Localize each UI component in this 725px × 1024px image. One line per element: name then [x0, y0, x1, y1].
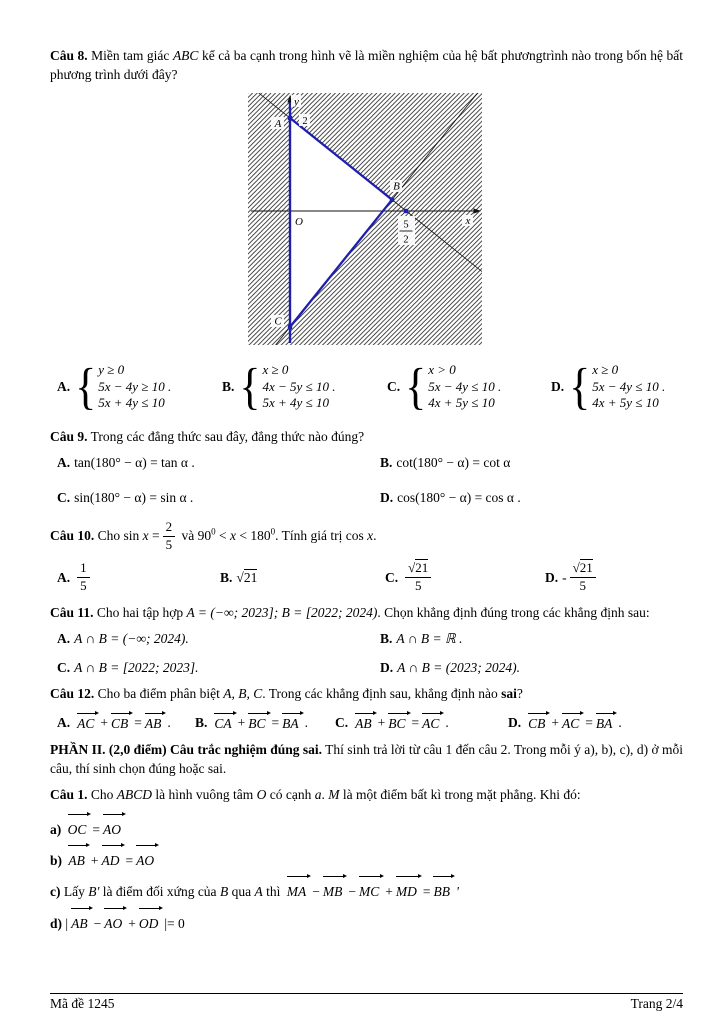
- option-letter: A.: [57, 455, 71, 470]
- vector: AD: [102, 845, 123, 874]
- option-b: [380, 631, 683, 647]
- question-9-options: [57, 455, 683, 506]
- fraction-2-5: [163, 520, 176, 553]
- radicand: 21: [579, 560, 593, 576]
- option-d: [551, 358, 683, 415]
- option-text: cot(180° − α) = cot α: [396, 455, 511, 470]
- option-letter: B.: [380, 630, 393, 646]
- question-10-t1: Cho sin: [97, 528, 140, 543]
- question-9-text: [50, 428, 683, 447]
- fraction: [570, 561, 596, 594]
- option-letter: C.: [385, 569, 399, 585]
- vector: AO: [103, 814, 124, 843]
- radicand: 21: [415, 560, 429, 576]
- equals: =: [152, 528, 160, 543]
- period: .: [618, 714, 622, 730]
- question-12-t3: ?: [516, 685, 523, 701]
- sup-zero: 0: [270, 526, 276, 537]
- option-a: [57, 713, 195, 732]
- zero: 0: [178, 915, 185, 931]
- numerator: 1: [77, 561, 90, 578]
- item-d: [50, 908, 683, 937]
- emphasis-sai: sai: [501, 685, 517, 701]
- option-text: cos(180° − α) = cos α .: [397, 490, 521, 505]
- point-a: [288, 116, 292, 120]
- brace: {: [405, 358, 427, 415]
- vector: MD: [396, 876, 420, 905]
- vector: AO: [104, 908, 125, 937]
- option-c: [387, 358, 551, 415]
- equals: =: [125, 852, 134, 868]
- option-c: [385, 561, 545, 594]
- equals: =: [271, 714, 280, 730]
- period: .: [445, 714, 449, 730]
- option-letter: C.: [335, 714, 349, 730]
- var-b-prime: B': [88, 883, 100, 899]
- vector: CA: [214, 713, 234, 732]
- item-a: [50, 814, 683, 843]
- var-abcd: ABCD: [116, 787, 153, 803]
- option-c: [57, 490, 380, 506]
- part2-question-1-label: Câu 1.: [50, 787, 88, 803]
- vector: BC: [388, 713, 408, 732]
- question-12-options: [57, 713, 683, 732]
- sup-zero: 0: [211, 526, 216, 537]
- question-11-options: [57, 631, 683, 676]
- var-m: M: [328, 787, 340, 803]
- option-letter: D.: [380, 490, 394, 505]
- option-letter: B.: [220, 569, 233, 585]
- sqrt-21: [573, 559, 593, 575]
- var-x: x: [142, 528, 149, 543]
- question-8-math: ABC: [172, 48, 199, 63]
- point-x-intercept: [404, 209, 408, 213]
- point-b: [390, 198, 394, 202]
- denominator: 5: [165, 537, 173, 553]
- option-b: [195, 713, 335, 732]
- option-b: [222, 358, 387, 415]
- fraction: [77, 561, 90, 594]
- op: +: [90, 852, 99, 868]
- question-11-label: Câu 11.: [50, 605, 94, 621]
- option-letter: D.: [508, 714, 522, 730]
- option-letter: B.: [195, 714, 208, 730]
- op: +: [128, 915, 136, 931]
- ineq-line: 5x − 4y ≤ 10 .: [428, 378, 502, 394]
- item-label: d): [50, 915, 63, 931]
- numerator: 2: [163, 520, 176, 537]
- question-9-t1: Trong các đẳng thức sau đây, đẳng thức nào đúng?: [90, 428, 365, 444]
- vector: BB: [433, 876, 453, 905]
- brace: {: [239, 358, 261, 415]
- question-11-t2: . Chọn khẳng định đúng trong các khẳng định sau:: [377, 605, 650, 621]
- option-d: [380, 660, 683, 676]
- option-b: [220, 561, 385, 594]
- ineq-line: 5x + 4y ≤ 10: [262, 395, 329, 410]
- op: −: [312, 883, 320, 899]
- ineq-line: x ≥ 0: [592, 362, 619, 377]
- op: +: [377, 714, 386, 730]
- question-12-text: [50, 685, 683, 704]
- points-abc: A, B, C: [223, 685, 263, 701]
- question-8-t2: kể cả ba cạnh trong hình vẽ là miền nghiệm của hệ bất phươngtrình nào trong bốn hệ bất phương trình dưới đây?: [50, 48, 683, 82]
- page-footer: [50, 993, 683, 1012]
- item-b: [50, 845, 683, 874]
- t1: Lấy: [63, 883, 85, 899]
- period: .: [321, 787, 325, 803]
- option-text: A ∩ B = [2022; 2023].: [74, 659, 199, 675]
- fraction: [405, 561, 431, 594]
- page-number: Trang 2/4: [630, 996, 683, 1011]
- t4: thì: [266, 883, 281, 899]
- item-label: c): [50, 883, 61, 899]
- vector: AC: [77, 713, 97, 732]
- ineq-line: 4x − 5y ≤ 10 .: [262, 378, 336, 394]
- brace: {: [75, 358, 97, 415]
- vector: AB: [71, 908, 91, 937]
- question-12-t1: Cho ba điểm phân biệt: [97, 685, 220, 701]
- question-10-t3: . Tính giá trị cos: [275, 528, 364, 543]
- var-x: x: [230, 528, 237, 543]
- option-a: [57, 631, 380, 647]
- label-x-axis: x: [465, 215, 471, 227]
- prime: ': [455, 883, 459, 899]
- angle-180: < 180: [239, 528, 271, 543]
- figure-svg: [248, 93, 482, 345]
- option-a: [57, 455, 380, 471]
- tick-frac-den: 2: [403, 234, 409, 246]
- ineq-line: x ≥ 0: [262, 362, 289, 377]
- equals: =: [92, 821, 101, 837]
- t3: qua: [231, 883, 252, 899]
- ineq-line: x > 0: [428, 362, 456, 377]
- option-text: tan(180° − α) = tan α .: [74, 455, 195, 470]
- abs-bar-equals: |=: [164, 915, 175, 931]
- question-10-label: Câu 10.: [50, 528, 95, 543]
- vector: AC: [562, 713, 582, 732]
- option-d: [380, 490, 683, 506]
- option-letter: C.: [57, 659, 71, 675]
- numerator: [405, 561, 431, 578]
- option-letter: A.: [57, 569, 71, 585]
- op: −: [348, 883, 356, 899]
- item-label: b): [50, 852, 63, 868]
- vector: BC: [248, 713, 268, 732]
- question-11-t1: Cho hai tập hợp: [96, 605, 184, 621]
- item-label: a): [50, 821, 62, 837]
- sqrt-21: [236, 570, 257, 586]
- var-b: B: [219, 883, 229, 899]
- var-a: a: [314, 787, 322, 803]
- vector: MA: [287, 876, 310, 905]
- part-2-title: PHẦN II. (2,0 điểm) Câu trắc nghiệm đúng sai.: [50, 742, 323, 758]
- ineq-line: 5x + 4y ≤ 10: [98, 395, 165, 410]
- option-c: [335, 713, 508, 732]
- sets-expression: A = (−∞; 2023]; B = [2022; 2024): [186, 605, 378, 621]
- part-2-header: [50, 741, 683, 778]
- option-letter: C.: [57, 490, 71, 505]
- vector: BA: [596, 713, 616, 732]
- brace: {: [569, 358, 591, 415]
- tick-frac-num: 5: [403, 219, 409, 231]
- option-letter: B.: [222, 378, 235, 394]
- vector: OC: [68, 814, 90, 843]
- triangle-region-figure: [248, 93, 482, 345]
- vector: CB: [528, 713, 548, 732]
- option-letter: A.: [57, 714, 71, 730]
- question-12-t2: . Trong các khẳng định sau, khẳng định nào: [262, 685, 498, 701]
- label-b: B: [393, 180, 400, 193]
- vector: MC: [359, 876, 382, 905]
- vector: AB: [355, 713, 375, 732]
- option-a: [57, 358, 222, 415]
- period: .: [167, 714, 171, 730]
- part2-question-1-text: [50, 786, 683, 805]
- minus-sign: -: [562, 569, 567, 585]
- question-11-text: [50, 604, 683, 623]
- option-text: A ∩ B = (2023; 2024).: [397, 659, 520, 675]
- radicand: 21: [243, 569, 258, 585]
- option-d: [508, 713, 683, 732]
- angle-90: 90: [197, 528, 212, 543]
- option-letter: D.: [551, 378, 565, 394]
- denominator: 5: [579, 578, 586, 594]
- label-y-axis: y: [294, 96, 299, 108]
- numerator: [570, 561, 596, 578]
- t1: Cho: [90, 787, 114, 803]
- label-a: A: [274, 118, 282, 130]
- ineq-line: 5x − 4y ≤ 10 .: [592, 378, 666, 394]
- lt: <: [219, 528, 227, 543]
- equals: =: [585, 714, 593, 730]
- vector: CB: [111, 713, 131, 732]
- exam-code: Mã đề 1245: [50, 996, 115, 1011]
- op: +: [100, 714, 109, 730]
- var-a: A: [254, 883, 263, 899]
- point-c: [288, 325, 292, 329]
- vector: OD: [139, 908, 162, 937]
- op: −: [93, 915, 102, 931]
- option-text: sin(180° − α) = sin α .: [74, 490, 194, 505]
- equals: =: [134, 714, 142, 730]
- denominator: 5: [80, 578, 87, 594]
- vector: AC: [422, 713, 442, 732]
- op: +: [385, 883, 393, 899]
- question-10-options: [57, 561, 683, 594]
- question-8-label: Câu 8.: [50, 48, 88, 63]
- question-10-text: [50, 519, 683, 553]
- denominator: 5: [414, 578, 422, 594]
- question-8-text: [50, 47, 683, 84]
- period: .: [373, 528, 377, 543]
- vector: BA: [282, 713, 302, 732]
- tick-label-2: 2: [302, 116, 308, 127]
- question-10-t2: và: [181, 528, 195, 543]
- t2: là điểm đối xứng của: [102, 883, 217, 899]
- option-text: A ∩ B = (−∞; 2024).: [74, 630, 189, 646]
- option-letter: A.: [57, 630, 71, 646]
- option-letter: D.: [545, 569, 559, 585]
- option-b: [380, 455, 683, 471]
- ineq-line: y ≥ 0: [98, 362, 125, 377]
- label-origin: O: [295, 216, 303, 228]
- option-letter: B.: [380, 455, 393, 470]
- label-c: C: [274, 315, 282, 328]
- vector: AB: [145, 713, 165, 732]
- part-2-instructions: Thí sinh trả lời từ câu 1 đến câu 2. Trong mỗi ý a), b), c), d) ở mỗi câu, thí sinh chọn đúng hoặc sai.: [50, 742, 683, 776]
- question-9-label: Câu 9.: [50, 428, 88, 444]
- option-letter: A.: [57, 378, 71, 394]
- var-x: x: [367, 528, 374, 543]
- vector: AB: [68, 845, 88, 874]
- item-c: [50, 876, 683, 905]
- vector: AO: [136, 845, 157, 874]
- vector: MB: [323, 876, 346, 905]
- question-8-t1: Miền tam giác: [91, 48, 170, 63]
- t3: có cạnh: [269, 787, 312, 803]
- equals: =: [411, 714, 420, 730]
- question-12-label: Câu 12.: [50, 685, 95, 701]
- abs-bar: |: [65, 915, 69, 931]
- ineq-line: 4x + 5y ≤ 10: [428, 395, 495, 410]
- option-c: [57, 660, 380, 676]
- ineq-line: 4x + 5y ≤ 10: [592, 395, 659, 410]
- option-a: [57, 561, 220, 594]
- question-8-options: [57, 358, 683, 415]
- option-letter: D.: [380, 659, 394, 675]
- op: +: [237, 714, 246, 730]
- period: .: [304, 714, 309, 730]
- var-o: O: [256, 787, 267, 803]
- ineq-line: 5x − 4y ≥ 10 .: [98, 378, 172, 394]
- op: +: [551, 714, 560, 730]
- option-letter: C.: [387, 378, 401, 394]
- t2: là hình vuông tâm: [155, 787, 254, 803]
- sqrt-21: [408, 559, 428, 575]
- t5: là một điểm bất kì trong mặt phẳng. Khi đó:: [342, 787, 581, 803]
- option-d: [545, 561, 683, 594]
- equals: =: [422, 883, 431, 899]
- option-text: A ∩ B = ℝ .: [396, 630, 463, 646]
